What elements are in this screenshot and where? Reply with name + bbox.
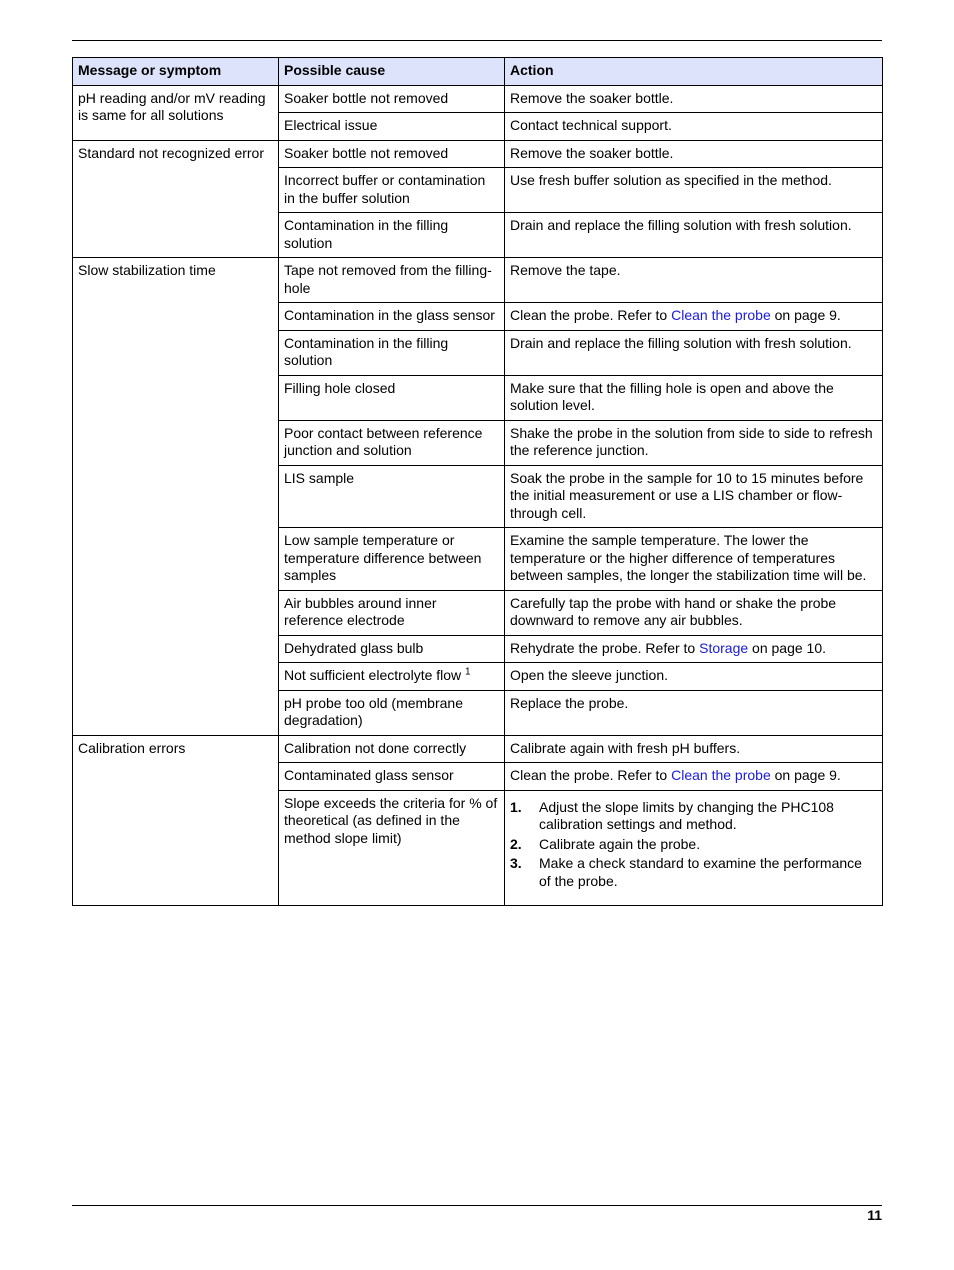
cause-cell: Slope exceeds the criteria for % of theoretical (as defined in the method slope limit) xyxy=(279,790,505,906)
column-header-symptom: Message or symptom xyxy=(73,58,279,86)
action-text: on page 9. xyxy=(770,307,841,323)
action-cell: Shake the probe in the solution from side to side to refresh the reference junction. xyxy=(505,420,883,465)
step-number: 1. xyxy=(510,798,522,815)
table-row xyxy=(73,735,883,763)
cause-cell: Tape not removed from the filling-hole xyxy=(279,258,505,303)
cause-cell: Contamination in the glass sensor xyxy=(279,303,505,331)
step-text: Calibrate again the probe. xyxy=(539,835,701,852)
footer-rule xyxy=(72,1205,882,1206)
cause-cell: Calibration not done correctly xyxy=(279,735,505,763)
action-cell: Open the sleeve junction. xyxy=(505,663,883,691)
step-text: Make a check standard to examine the performance of the probe. xyxy=(539,855,862,889)
action-cell: Examine the sample temperature. The lower the temperature or the higher difference of temperatures between samples, the longer the stabilization time will be. xyxy=(505,528,883,591)
action-cell xyxy=(505,763,883,791)
action-cell: Drain and replace the filling solution with fresh solution. xyxy=(505,213,883,258)
cause-cell: Electrical issue xyxy=(279,113,505,141)
cause-cell: Contamination in the filling solution xyxy=(279,213,505,258)
cause-cell: Contaminated glass sensor xyxy=(279,763,505,791)
list-item xyxy=(510,799,877,834)
action-steps-list xyxy=(510,799,877,891)
cause-cell: Air bubbles around inner reference electrode xyxy=(279,590,505,635)
action-cell xyxy=(505,635,883,663)
column-header-action: Action xyxy=(505,58,883,86)
action-text: Clean the probe. Refer to xyxy=(510,767,672,783)
table-header-row xyxy=(73,58,883,86)
action-cell: Calibrate again with fresh pH buffers. xyxy=(505,735,883,763)
cause-text: Not sufficient electrolyte flow xyxy=(284,667,466,683)
cause-cell: Soaker bottle not removed xyxy=(279,85,505,113)
footnote-marker: 1 xyxy=(465,666,471,678)
list-item xyxy=(510,836,877,854)
action-cell: Remove the tape. xyxy=(505,258,883,303)
action-cell: Remove the soaker bottle. xyxy=(505,85,883,113)
action-text: on page 9. xyxy=(770,767,841,783)
symptom-cell: pH reading and/or mV reading is same for all solutions xyxy=(73,85,279,140)
step-number: 3. xyxy=(510,855,522,871)
table-row xyxy=(73,140,883,168)
action-text: on page 10. xyxy=(748,639,827,656)
step-text: Adjust the slope limits by changing the PHC108 calibration settings and method. xyxy=(539,798,834,832)
table-row xyxy=(73,85,883,113)
header-rule xyxy=(72,40,882,41)
action-text: Clean the probe. Refer to xyxy=(510,307,672,323)
clean-probe-link[interactable]: Clean the probe xyxy=(671,307,771,323)
cause-cell: Soaker bottle not removed xyxy=(279,140,505,168)
symptom-cell: Slow stabilization time xyxy=(73,258,279,736)
cause-cell: LIS sample xyxy=(279,465,505,528)
action-cell: Replace the probe. xyxy=(505,690,883,735)
action-cell: Soak the probe in the sample for 10 to 15 minutes before the initial measurement or use a LIS chamber or flow-through cell. xyxy=(505,465,883,528)
action-cell: Make sure that the filling hole is open and above the solution level. xyxy=(505,375,883,420)
column-header-cause: Possible cause xyxy=(279,58,505,86)
storage-link[interactable]: Storage xyxy=(699,639,749,656)
cause-cell: Poor contact between reference junction and solution xyxy=(279,420,505,465)
action-cell: Carefully tap the probe with hand or shake the probe downward to remove any air bubbles. xyxy=(505,590,883,635)
cause-cell xyxy=(279,663,505,691)
cause-cell: Dehydrated glass bulb xyxy=(279,635,505,663)
list-item xyxy=(510,855,877,890)
cause-cell: Incorrect buffer or contamination in the buffer solution xyxy=(279,168,505,213)
action-cell: Remove the soaker bottle. xyxy=(505,140,883,168)
symptom-cell: Calibration errors xyxy=(73,735,279,906)
cause-cell: Contamination in the filling solution xyxy=(279,330,505,375)
action-cell: Use fresh buffer solution as specified in the method. xyxy=(505,168,883,213)
action-cell: Contact technical support. xyxy=(505,113,883,141)
cause-cell: Filling hole closed xyxy=(279,375,505,420)
page-number: 11 xyxy=(867,1207,882,1223)
cause-cell: Low sample temperature or temperature difference between samples xyxy=(279,528,505,591)
step-number: 2. xyxy=(510,835,522,852)
action-text: Rehydrate the probe. Refer to xyxy=(510,639,700,656)
clean-probe-link[interactable]: Clean the probe xyxy=(671,767,771,783)
troubleshooting-table xyxy=(72,57,883,906)
action-cell: Drain and replace the filling solution with fresh solution. xyxy=(505,330,883,375)
action-cell xyxy=(505,303,883,331)
cause-cell: pH probe too old (membrane degradation) xyxy=(279,690,505,735)
symptom-cell: Standard not recognized error xyxy=(73,140,279,258)
action-cell xyxy=(505,790,883,906)
table-row xyxy=(73,258,883,303)
